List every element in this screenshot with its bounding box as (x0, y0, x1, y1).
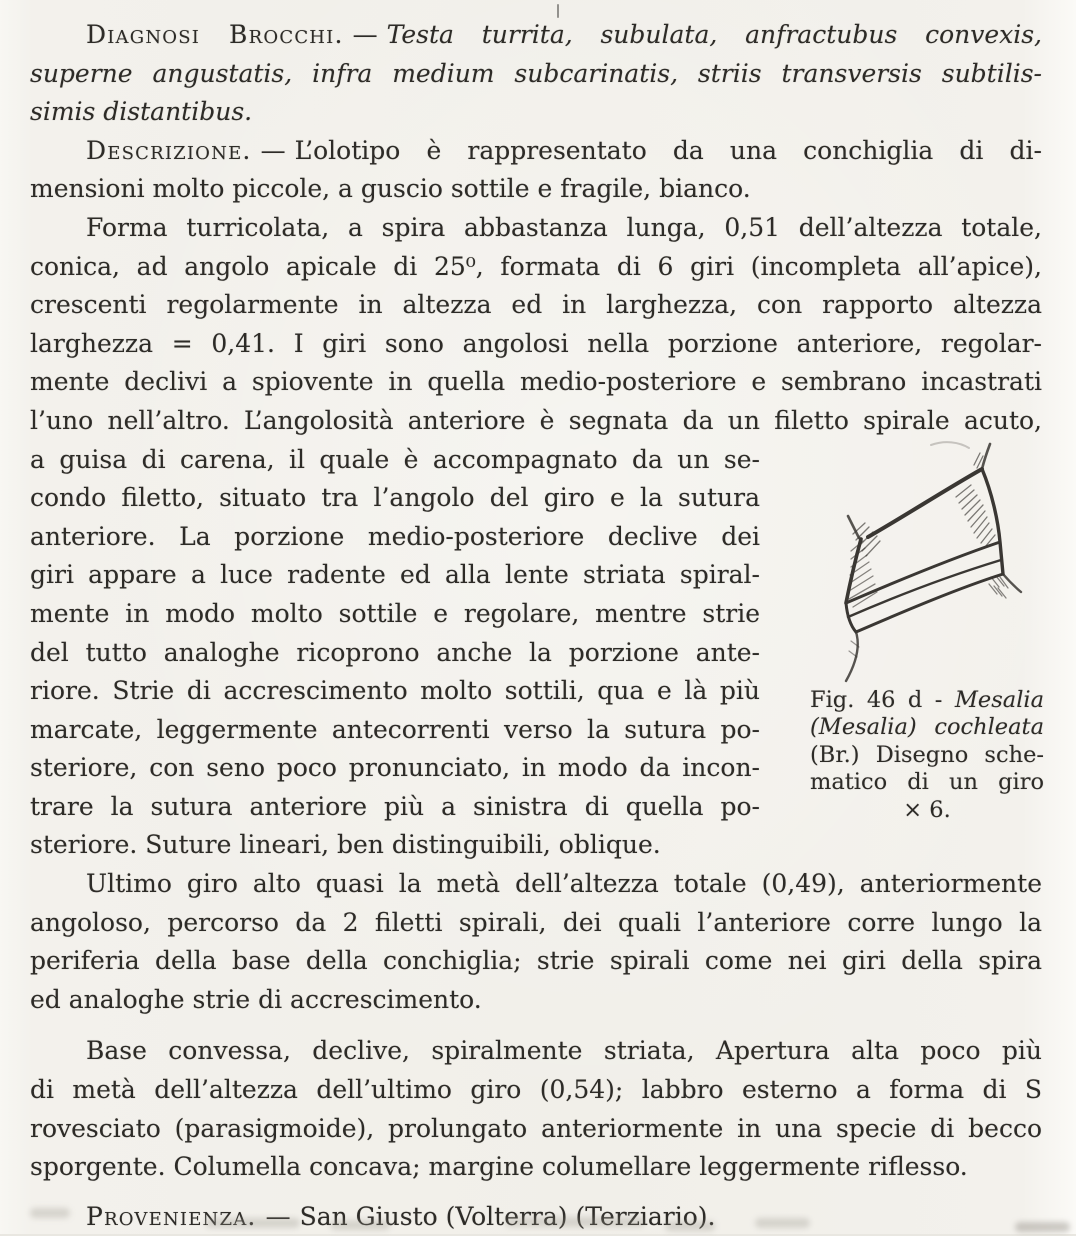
em-dash: — (265, 1201, 291, 1231)
forma-narrow-line: steriore. Suture lineari, ben distinguibili, oblique. (30, 830, 661, 860)
forma-narrow-line: riore. Strie di accrescimento molto sottili, qua e là più (30, 676, 760, 706)
hatching-top-right (956, 453, 995, 547)
forma-narrow-line: trare la sutura anteriore più a sinistra di quella po- (30, 791, 760, 821)
diagnosi-latin-text: Testa turrita, subulata, anfractubus convexis, (386, 20, 1043, 49)
forma-line: crescenti regolarmente in altezza ed in larghezza, con rapporto altezza (30, 290, 1042, 320)
caption-magnification: × 6. (903, 796, 951, 823)
text-and-figure-row (30, 441, 1042, 866)
scan-smudge (665, 1221, 715, 1231)
forma-narrow-line: del tutto analoghe ricoprono anche la porzione ante- (30, 637, 760, 667)
caption-line-1 (810, 687, 1044, 715)
em-dash: — (260, 135, 286, 165)
paragraph-forma-narrow (30, 441, 760, 866)
forma-narrow-line: condo filetto, situato tra l’angolo del giro e la sutura (30, 483, 760, 513)
ultimo-line: periferia della base della conchiglia; strie spirali come nei giri della spira (30, 946, 1042, 976)
scan-speck (557, 4, 559, 18)
forma-line: Forma turricolata, a spira abbastanza lunga, 0,51 dell’altezza totale, (86, 212, 1042, 242)
section-label-provenienza: Provenienza. (86, 1201, 257, 1231)
hatching-bottom-right (989, 576, 1008, 598)
caption-line-4: matico di un giro (810, 769, 1044, 796)
scan-smudge (1015, 1222, 1070, 1232)
forma-line: l’uno nell’altro. L’angolosità anteriore è segnata da un filetto spirale acuto, (30, 405, 1042, 435)
base-line: Base convessa, declive, spiralmente striata, Apertura alta poco più (86, 1036, 1042, 1066)
ultimo-line: ed analoghe strie di accrescimento. (30, 984, 482, 1014)
descrizione-text: L’olotipo è rappresentato da una conchiglia di di- (294, 135, 1042, 165)
base-line: di metà dell’altezza dell’ultimo giro (0,54); labbro esterno a forma di S (30, 1075, 1042, 1105)
descrizione-line-1 (30, 132, 1042, 171)
section-label-diagnosi: Diagnosi Brocchi. (86, 20, 344, 49)
forma-narrow-line: marcate, leggermente antecorrenti verso la sutura po- (30, 714, 760, 744)
base-line: rovesciato (parasigmoide), prolungato anteriormente in una specie di becco (30, 1113, 1042, 1143)
diagnosi-line-2: superne angustatis, infra medium subcarinatis, striis transversis subtilis- (30, 58, 1042, 88)
scan-smudge (505, 1217, 645, 1227)
ultimo-line: Ultimo giro alto quasi la metà dell’altezza totale (0,49), anteriormente (86, 869, 1042, 899)
diagnosi-line-3: simis distantibus. (30, 97, 253, 127)
scan-smudge (330, 1220, 390, 1230)
caption-line-2: (Mesalia) cochleata (810, 714, 1044, 741)
forma-narrow-line: giri appare a luce radente ed alla lente striata spiral- (30, 560, 760, 590)
forma-narrow-line: anteriore. La porzione medio-posteriore declive dei (30, 521, 760, 551)
paragraph-diagnosi (30, 16, 1042, 132)
paragraph-ultimo (30, 865, 1042, 1019)
caption-line-3: (Br.) Disegno sche- (810, 741, 1044, 768)
forma-narrow-line: a guisa di carena, il quale è accompagnato da un se- (30, 444, 760, 474)
paragraph-descrizione (30, 132, 1042, 209)
ultimo-line: angoloso, percorso da 2 filetti spirali, dei quali l’anteriore corre lungo la (30, 907, 1042, 937)
paragraph-base (30, 1032, 1042, 1186)
base-line: sporgente. Columella concava; margine columellare leggermente riflesso. (30, 1152, 968, 1182)
forma-line: mente declivi a spiovente in quella medio-posteriore e sembrano incastrati (30, 367, 1042, 397)
paragraph-forma-full (30, 209, 1042, 441)
species-name: Mesalia (954, 686, 1044, 713)
scan-smudge (205, 1218, 300, 1228)
scan-smudge (30, 1208, 70, 1218)
figure-label: Fig. 46 d - (810, 686, 955, 713)
whorl-sketch-drawing (793, 435, 1043, 687)
section-label-descrizione: Descrizione. (86, 135, 252, 165)
provenienza-text: San Giusto (Volterra) (Terziario). (299, 1201, 716, 1231)
figure-46d (788, 435, 1048, 825)
forma-line: conica, ad angolo apicale di 25⁰, formata di 6 giri (incompleta all’apice), (30, 251, 1042, 281)
forma-narrow-line: steriore, con seno poco pronunciato, in modo da incon- (30, 753, 760, 783)
em-dash: — (352, 20, 378, 49)
diagnosi-line-1 (30, 16, 1042, 55)
forma-narrow-line: mente in modo molto sottile e regolare, mentre strie (30, 598, 760, 628)
forma-line: larghezza = 0,41. I giri sono angolosi nella porzione anteriore, regolar- (30, 328, 1042, 358)
figure-caption (810, 687, 1044, 825)
scan-smudge (755, 1218, 810, 1228)
descrizione-line-2: mensioni molto piccole, a guscio sottile e fragile, bianco. (30, 174, 751, 204)
